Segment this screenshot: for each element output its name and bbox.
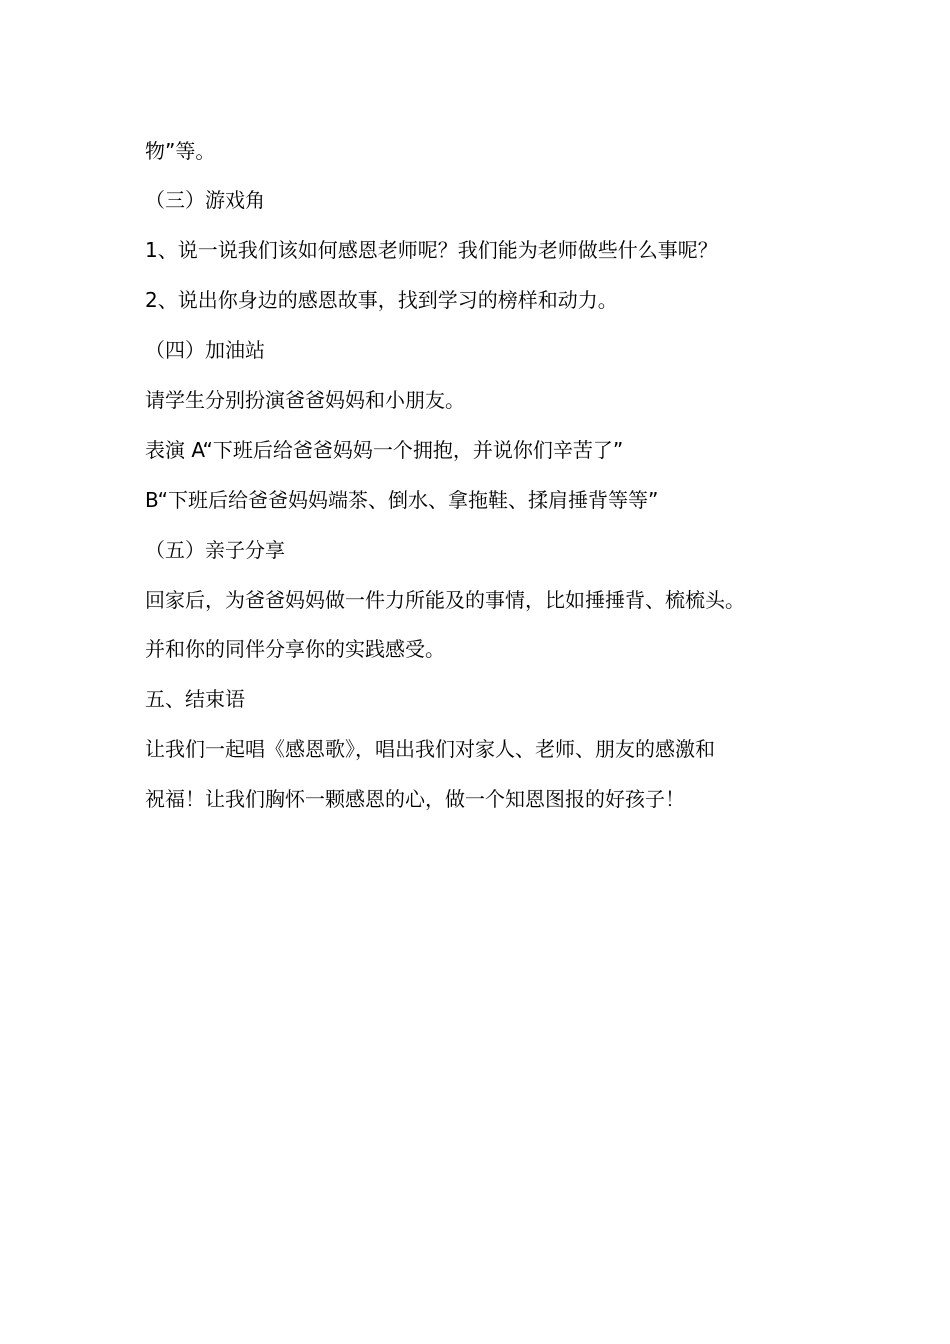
paragraph-roleplay-intro: 请学生分别扮演爸爸妈妈和小朋友。 <box>145 388 465 412</box>
paragraph-share-feelings: 并和你的同伴分享你的实践感受。 <box>145 637 445 661</box>
paragraph-home-task: 回家后，为爸爸妈妈做一件力所能及的事情，比如捶捶背、梳梳头。 <box>145 588 745 612</box>
list-item-2: 2、说出你身边的感恩故事，找到学习的榜样和动力。 <box>145 288 618 312</box>
paragraph-performance-a: 表演 A“下班后给爸爸妈妈一个拥抱，并说你们辛苦了” <box>145 438 624 462</box>
section-heading-cheer-station: （四）加油站 <box>145 338 265 362</box>
paragraph-performance-b: B“下班后给爸爸妈妈端茶、倒水、拿拖鞋、揉肩捶背等等” <box>145 488 659 512</box>
section-heading-game-corner: （三）游戏角 <box>145 188 265 212</box>
section-heading-closing: 五、结束语 <box>145 687 245 711</box>
text-line-continuation: 物”等。 <box>145 139 216 163</box>
paragraph-closing-2: 祝福！让我们胸怀一颗感恩的心，做一个知恩图报的好孩子！ <box>145 787 685 811</box>
list-item-1: 1、说一说我们该如何感恩老师呢？我们能为老师做些什么事呢？ <box>145 238 718 262</box>
section-heading-parent-child-sharing: （五）亲子分享 <box>145 538 285 562</box>
paragraph-closing-1: 让我们一起唱《感恩歌》，唱出我们对家人、老师、朋友的感激和 <box>145 737 715 761</box>
